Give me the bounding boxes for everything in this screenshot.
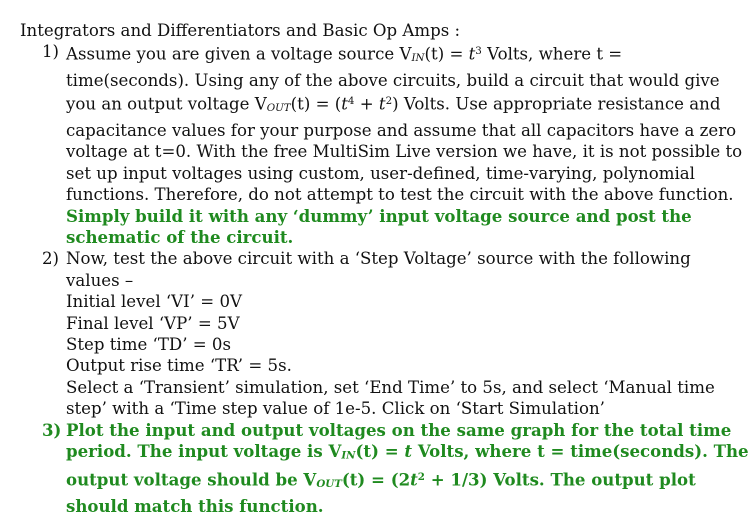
question-3-text bbox=[66, 419, 749, 517]
q1-line-1: Assume you are given a voltage source $VIN(t) = t^3$ Volts, where t = bbox=[66, 45, 623, 65]
question-2 bbox=[20, 248, 715, 419]
q1-line-7: functions. Therefore, do not attempt to test the circuit with the above function. bbox=[66, 185, 734, 205]
question-3 bbox=[20, 419, 749, 517]
question-2-number: 2) bbox=[42, 249, 60, 269]
q2-line-8: step’ with a ‘Time step value of 1e-5. Click on ‘Start Simulation’ bbox=[66, 399, 605, 419]
q3-line-1: Plot the input and output voltages on the same graph for the total time bbox=[66, 419, 732, 440]
q1-line-5: voltage at t=0. With the free MultiSim Live version we have, it is not possible to bbox=[66, 142, 743, 162]
q1-line-3: you an output voltage VOUT(t) = $(t^4 + t^2)$ Volts. Use appropriate resistance and bbox=[66, 95, 721, 115]
q2-line-7: Select a ‘Transient’ simulation, set ‘End Time’ to 5s, and select ‘Manual time bbox=[66, 377, 715, 397]
section-heading: Integrators and Differentiators and Basic Op Amps : bbox=[20, 21, 461, 40]
q2-line-4: Final level ‘VP’ = 5V bbox=[66, 313, 240, 333]
q3-line-4: should match this function. bbox=[66, 495, 324, 516]
q1-line-6: set up input voltages using custom, user-defined, time-varying, polynomial bbox=[66, 163, 695, 183]
question-1 bbox=[20, 41, 743, 248]
q1-line-2: time(seconds). Using any of the above circuits, build a circuit that would give bbox=[66, 71, 720, 90]
question-3-number: 3) bbox=[42, 419, 62, 440]
q2-line-3: Initial level ‘VI’ = 0V bbox=[66, 292, 242, 312]
q3-line-3: output voltage should be VOUT(t) = $(2t^2 + 1/3)$ Volts. The output plot bbox=[66, 469, 696, 491]
question-1-text bbox=[66, 41, 743, 248]
q1-line-4: capacitance values for your purpose and assume that all capacitors have a zero bbox=[66, 121, 737, 140]
question-2-text bbox=[66, 248, 715, 419]
q2-line-1: Now, test the above circuit with a ‘Step Voltage’ source with the following bbox=[66, 249, 691, 269]
q3-line-2: period. The input voltage is VIN(t) = t Volts, where t = time(seconds). The bbox=[66, 441, 749, 462]
q2-line-5: Step time ‘TD’ = 0s bbox=[66, 335, 232, 355]
question-1-number: 1) bbox=[42, 42, 60, 62]
q2-line-2: values – bbox=[66, 270, 134, 290]
q1-green-line-2: schematic of the circuit. bbox=[66, 227, 294, 248]
q1-green-line-1: Simply build it with any ‘dummy’ input voltage source and post the bbox=[66, 205, 692, 226]
q2-line-6: Output rise time ‘TR’ = 5s. bbox=[66, 356, 292, 376]
